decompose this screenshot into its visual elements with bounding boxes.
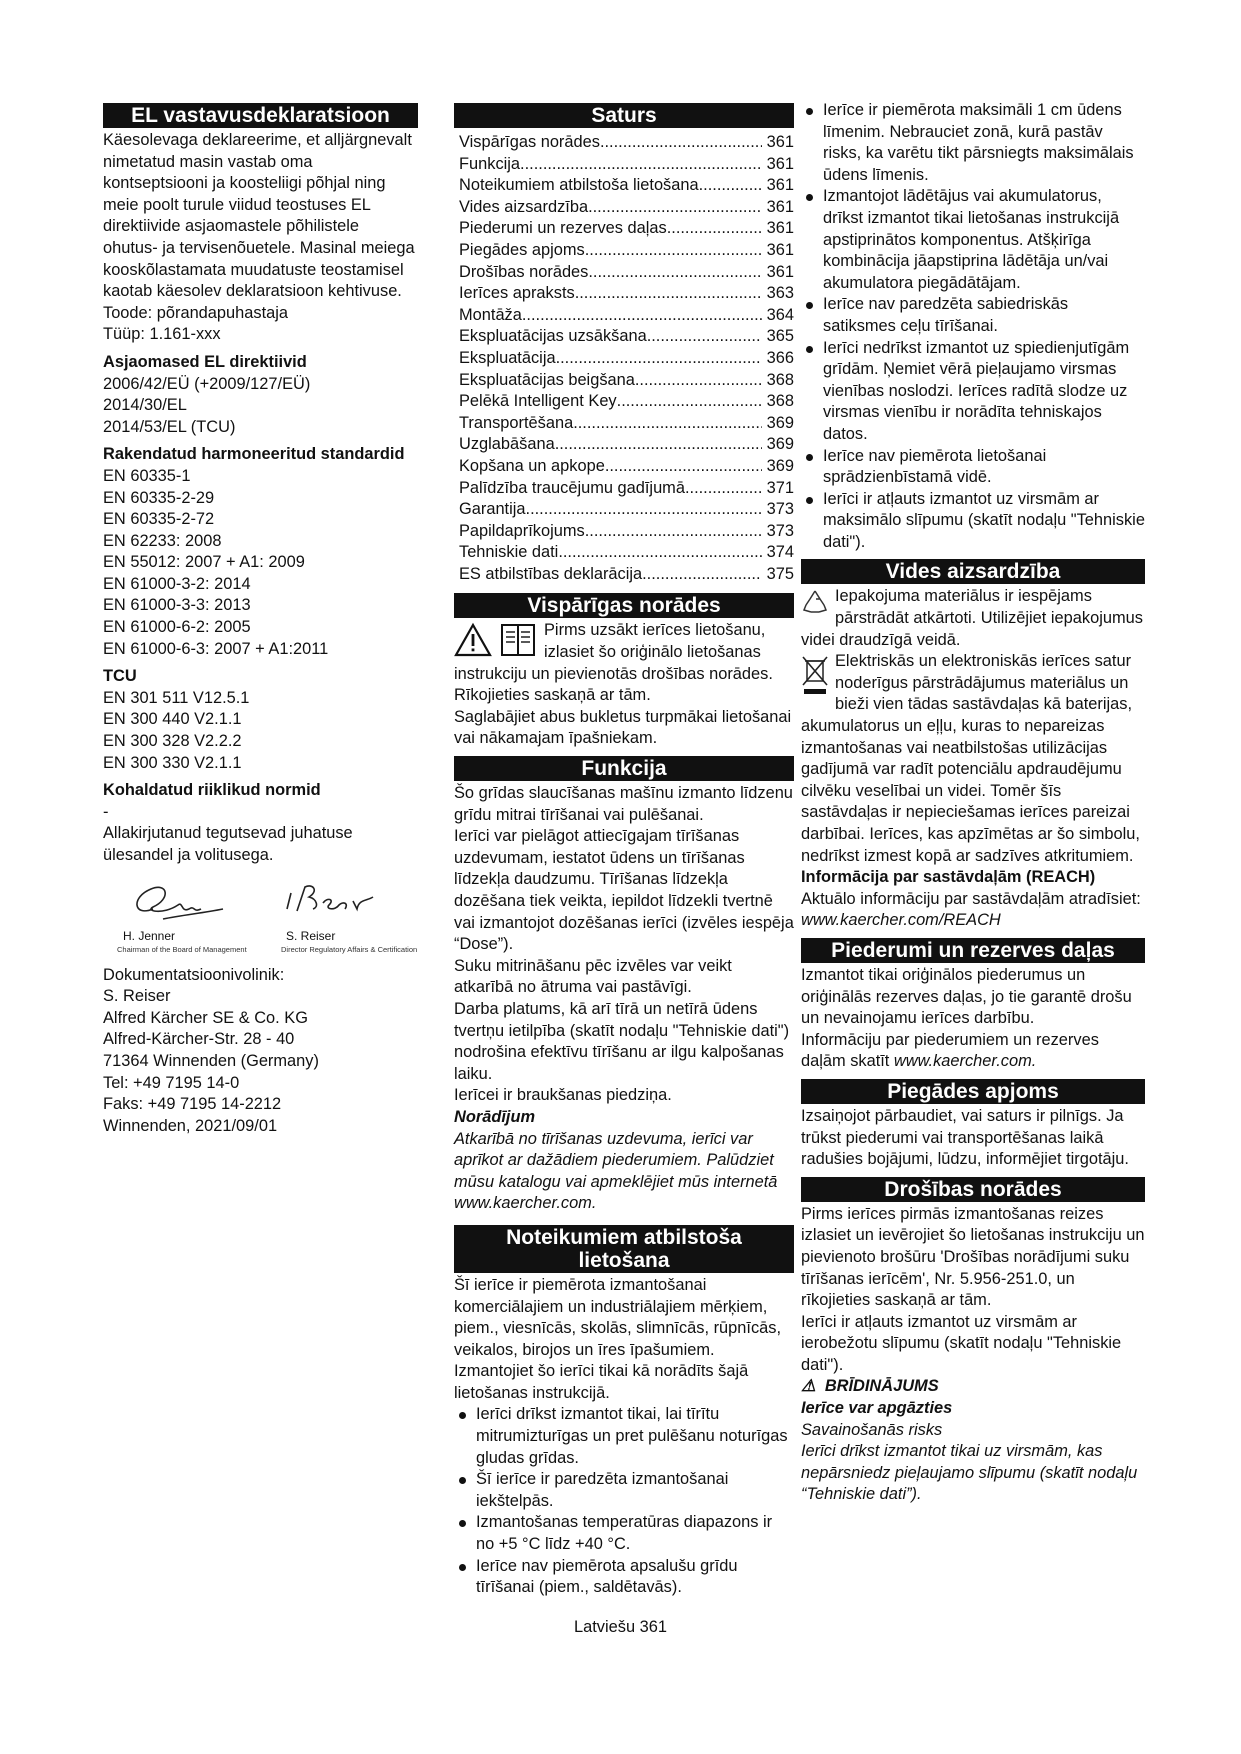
accessories-text: Izmantot tikai oriģinālos piederumus un oriģinālās rezerves daļas, jo tie garantē drošu un nevainojamu ierīces darbību. (801, 965, 1132, 1028)
tcu-heading: TCU (103, 667, 137, 686)
toc-entry[interactable]: Vispārīgas norādes ..... 361 (454, 132, 794, 154)
toc-entry[interactable]: Piegādes apjoms ..... 361 (454, 240, 794, 262)
toc-entry[interactable]: Palīdzība traucējumu gadījumā ..... 371 (454, 478, 794, 500)
directive-item: 2006/42/EÜ (+2009/127/EÜ) (103, 374, 311, 393)
toc-entry[interactable]: ES atbilstības deklarācija ..... 375 (454, 564, 794, 586)
list-item: Ierīce ir piemērota maksimāli 1 cm ūdens līmenim. Nebrauciet zonā, kurā pastāv risks, ka varētu tikt pārsniegts maksimālais ūdens līmenis. (801, 100, 1145, 186)
list-item: Izmantošanas temperatūras diapazons ir no +5 °C līdz +40 °C. (454, 1512, 794, 1555)
warning-small-icon: ⚠ (801, 1377, 816, 1396)
toc-entry[interactable]: Ekspluatācijas beigšana ..... 368 (454, 370, 794, 392)
list-item: Izmantojot lādētājus vai akumulatorus, drīkst izmantot tikai lietošanas instrukcijā apstiprinātos komponentus. Atšķirīga kombinācija jāapstiprina lādētāja un/vai akumulatora piegādātājam. (801, 186, 1145, 294)
warning-triangle-icon (454, 622, 492, 663)
sig2-role: Director Regulatory Affairs & Certification (281, 944, 418, 954)
standard-item: EN 61000-6-2: 2005 (103, 618, 251, 637)
toc-entry[interactable]: Pelēkā Intelligent Key ..... 368 (454, 391, 794, 413)
contact-line: Alfred Kärcher SE & Co. KG (103, 1008, 308, 1027)
section-title-safety: Drošības norādes (801, 1177, 1145, 1202)
warning-risk: Savainošanās risks (801, 1420, 943, 1439)
reach-heading: Informācija par sastāvdaļām (REACH) (801, 868, 1096, 887)
contact-line: S. Reiser (103, 987, 171, 1006)
directive-item: 2014/30/EL (103, 396, 187, 415)
table-of-contents (454, 132, 794, 585)
page-footer: Latviešu 361 (574, 1618, 667, 1636)
toc-entry[interactable]: Kopšana un apkope ..... 369 (454, 456, 794, 478)
kaercher-link[interactable]: www.kaercher.com. (893, 1052, 1037, 1071)
standard-item: EN 60335-2-29 (103, 488, 215, 507)
standard-item: EN 62233: 2008 (103, 531, 222, 550)
toc-entry[interactable]: Uzglabāšana ..... 369 (454, 434, 794, 456)
env-packaging (801, 586, 1145, 651)
sig2-name: S. Reiser (286, 928, 336, 943)
signature-jenner (123, 879, 233, 927)
section-title-environment: Vides aizsardzība (801, 559, 1145, 584)
type-line: Tüüp: 1.161-xxx (103, 325, 221, 344)
section-title-general: Vispārīgas norādes (454, 593, 794, 618)
safety-text: Pirms ierīces pirmās izmantošanas reizes izlasiet un ievērojiet šo lietošanas instrukciju un pievienoto brošūru 'Drošības norādījumi suku tīrīšanas ierīcēm', Nr. 5.956-251.0, un rīkojieties saskaņā ar tām. (801, 1204, 1145, 1310)
toc-entry[interactable]: Drošības norādes ..... 361 (454, 262, 794, 284)
safety-text-2: Ierīci ir atļauts izmantot uz virsmām ar ierobežotu slīpumu (skatīt nodaļu "Tehniskie dati"). (801, 1312, 1122, 1374)
accessories-text-2: Informāciju par piederumiem un rezerves daļām skatīt www.kaercher.com. (801, 1030, 1099, 1071)
list-item: Ierīce nav piemērota apsalušu grīdu tīrīšanai (piem., saldētavās). (454, 1556, 794, 1599)
toc-entry[interactable]: Ekspluatācijas uzsākšana ..... 365 (454, 326, 794, 348)
function-para: Darba platums, kā arī tīrā un netīrā ūdens tvertņu ietilpība (skatīt nodaļu "Tehniskie dati") nodrošina efektīvu tīrīšanu ar ilgu kalpošanas laiku. (454, 999, 790, 1083)
reach-link[interactable]: www.kaercher.com/REACH (801, 911, 1001, 930)
use-para: Izmantojiet šo ierīci tikai kā norādīts šajā lietošanas instrukcijā. (454, 1362, 749, 1402)
section-title-function: Funkcija (454, 756, 794, 781)
env-text-2: Elektriskās un elektroniskās ierīces satur noderīgus pārstrādājumus materiālus un bieži vien tādas sastāvdaļas kā baterijas, akumulatorus un eļļu, kuras to nepareizas izmantošanas vai neatbilstošas utilizācijas gadījumā var radīt potenciālu apdraudējumu cilvēku veselībai un videi. Tomēr šīs sastāvdaļas ir nepieciešamas ierīces pareizai darbībai. Ierīces, kas apzīmētas ar šo simbolu, nedrīkst izmest kopā ar sadzīves atkritumiem. (801, 652, 1140, 865)
contact-line: 71364 Winnenden (Germany) (103, 1051, 319, 1070)
toc-entry[interactable]: Montāža ..... 364 (454, 305, 794, 327)
standard-item: EN 55012: 2007 + A1: 2009 (103, 553, 305, 572)
standard-item: EN 60335-2-72 (103, 510, 215, 529)
section-title-declaration: EL vastavusdeklaratsioon (103, 103, 418, 128)
undersigned-text: Allakirjutanud tegutsevad juhatuse ülesandel ja volitusega. (103, 824, 353, 864)
toc-entry[interactable]: Ierīces apraksts ..... 363 (454, 283, 794, 305)
manual-book-icon (498, 622, 538, 663)
recycle-icon (801, 588, 829, 621)
tcu-item: EN 300 328 V2.2.2 (103, 732, 242, 751)
env-text-1: Iepakojuma materiālus ir iespējams pārstrādāt atkārtoti. Utilizējiet iepakojumus videi draudzīgā veidā. (801, 587, 1143, 649)
note-heading: Norādījum (454, 1107, 536, 1126)
general-text-2: Saglabājiet abus bukletus turpmākai lietošanai vai nākamajam īpašniekam. (454, 707, 792, 748)
section-title-scope: Piegādes apjoms (801, 1079, 1145, 1104)
env-electronics (801, 651, 1145, 867)
toc-entry[interactable]: Papildaprīkojums ..... 373 (454, 521, 794, 543)
toc-entry[interactable]: Piederumi un rezerves daļas ..... 361 (454, 218, 794, 240)
contact-line: Dokumentatsioonivolinik: (103, 965, 285, 984)
column-environment-safety (801, 100, 1145, 1506)
general-notes (454, 620, 794, 750)
toc-entry[interactable]: Garantija ..... 373 (454, 499, 794, 521)
list-item: Ierīci nedrīkst izmantot uz spiedienjutīgām grīdām. Ņemiet vērā pieļaujamo virsmas vienības noslodzi. Ierīces radītā slodze uz virsmas vienību ir norādīta tehniskajos datos. (801, 338, 1145, 446)
national-value: - (103, 802, 109, 821)
intended-use-title-line2: lietošana (578, 1248, 670, 1272)
tcu-item: EN 300 330 V2.1.1 (103, 753, 242, 772)
function-para: Ierīci var pielāgot attiecīgajam tīrīšanas uzdevumam, iestatot ūdens un tīrīšanas līdzekļa daudzumu. Tīrīšanas līdzekļa dozēšana tiek veikta, iepildot līdzekli tvertnē vai izmantojot dozēšanas ierīci (izvēles iespēja “Dose”). (454, 827, 794, 954)
intended-use-title-line1: Noteikumiem atbilstoša (506, 1225, 742, 1249)
sig1-role: Chairman of the Board of Management (117, 944, 247, 954)
sig1-name: H. Jenner (123, 928, 176, 943)
toc-entry[interactable]: Funkcija ..... 361 (454, 154, 794, 176)
standard-item: EN 60335-1 (103, 466, 191, 485)
function-para: Ierīcei ir braukšanas piedziņa. (454, 1086, 672, 1105)
warning-heading: ⚠ BRĪDINĀJUMS (801, 1377, 939, 1396)
toc-entry[interactable]: Ekspluatācija ..... 366 (454, 348, 794, 370)
tcu-item: EN 301 511 V12.5.1 (103, 688, 250, 707)
toc-entry[interactable]: Noteikumiem atbilstoša lietošana ..... 361 (454, 175, 794, 197)
declaration-intro: Käesolevaga deklareerime, et alljärgnevalt nimetatud masin vastab oma kontseptsiooni ja koosteliigi põhjal ning meie poolt turule viidud teostuses EL direktiivide asjaomastele põhilistele ohutus- ja tervisenõuetele. Masinal meiega kooskõlastamata muudatuste teostamisel kaotab käesolev deklaratsioon kehtivuse. (103, 131, 415, 301)
contact-line: Faks: +49 7195 14-2212 (103, 1095, 282, 1114)
contact-line: Tel: +49 7195 14-0 (103, 1073, 240, 1092)
product-line: Toode: põrandapuhastaja (103, 303, 289, 322)
toc-entry[interactable]: Transportēšana ..... 369 (454, 413, 794, 435)
standard-item: EN 61000-3-2: 2014 (103, 574, 251, 593)
warning-text: Ierīci drīkst izmantot tikai uz virsmām, kas nepārsniedz pieļaujamo slīpumu (skatīt nodaļu “Tehniskie dati”). (801, 1442, 1138, 1504)
list-item: Ierīce nav paredzēta sabiedriskās satiksmes ceļu tīrīšanai. (801, 294, 1145, 337)
contact-line: Winnenden, 2021/09/01 (103, 1116, 278, 1135)
function-para: Suku mitrināšanu pēc izvēles var veikt atkarībā no ātruma vai pastāvīgi. (454, 956, 732, 997)
section-title-accessories: Piederumi un rezerves daļas (801, 938, 1145, 963)
column-declaration (103, 103, 418, 1137)
standard-item: EN 61000-3-3: 2013 (103, 596, 251, 615)
signatures (103, 873, 418, 963)
signature-reiser (283, 879, 383, 923)
list-item: Ierīci drīkst izmantot tikai, lai tīrītu mitrumizturīgas un pret pulēšanu noturīgas gludas grīdas. (454, 1404, 794, 1469)
list-item: Ierīce nav piemērota lietošanai sprādzienbīstamā vidē. (801, 446, 1145, 489)
column-contents (454, 103, 794, 1599)
function-para: Šo grīdas slaucīšanas mašīnu izmanto līdzenu grīdu mitrai tīrīšanai vai pulēšanai. (454, 784, 793, 824)
directives-heading: Asjaomased EL direktiivid (103, 352, 307, 371)
tcu-item: EN 300 440 V2.1.1 (103, 710, 242, 729)
warning-subheading: Ierīce var apgāzties (801, 1399, 953, 1418)
list-item: Ierīci ir atļauts izmantot uz virsmām ar maksimālo slīpumu (skatīt nodaļu "Tehniskie dati"). (801, 489, 1145, 554)
directive-item: 2014/53/EL (TCU) (103, 417, 236, 436)
contact-line: Alfred-Kärcher-Str. 28 - 40 (103, 1030, 295, 1049)
toc-entry[interactable]: Tehniskie dati ..... 374 (454, 542, 794, 564)
note-text: Atkarībā no tīrīšanas uzdevuma, ierīci var aprīkot ar dažādiem piederumiem. Palūdziet mūsu katalogu vai apmeklējiet mūs internetā www.kaercher.com. (454, 1129, 778, 1213)
reach-text: Aktuālo informāciju par sastāvdaļām atradīsiet: www.kaercher.com/REACH (801, 889, 1141, 930)
use-list (454, 1404, 794, 1598)
section-title-contents: Saturs (454, 103, 794, 128)
standards-heading: Rakendatud harmoneeritud standardid (103, 445, 405, 464)
use-list-continued (801, 100, 1145, 553)
crossed-bin-icon (801, 653, 829, 702)
section-title-intended-use (454, 1225, 794, 1273)
use-para: Šī ierīce ir piemērota izmantošanai komerciālajiem un industriālajiem mērķiem, piem., viesnīcās, skolās, slimnīcās, rūpnīcās, veikalos, birojos un īres īpašumiem. (454, 1275, 782, 1359)
toc-entry[interactable]: Vides aizsardzība ..... 361 (454, 197, 794, 219)
general-text: Pirms uzsākt ierīces lietošanu, izlasiet šo oriģinālo lietošanas instrukciju un pievienotās drošības norādes. Rīkojieties saskaņā ar tām. (454, 621, 773, 705)
national-heading: Kohaldatud riiklikud normid (103, 781, 321, 800)
scope-text: Izsaiņojot pārbaudiet, vai saturs ir pilnīgs. Ja trūkst piederumi vai transportēšanas laikā radušies bojājumi, lūdzu, informējiet tirgotāju. (801, 1106, 1129, 1169)
list-item: Šī ierīce ir paredzēta izmantošanai iekštelpās. (454, 1469, 794, 1512)
standard-item: EN 61000-6-3: 2007 + A1:2011 (103, 639, 329, 658)
